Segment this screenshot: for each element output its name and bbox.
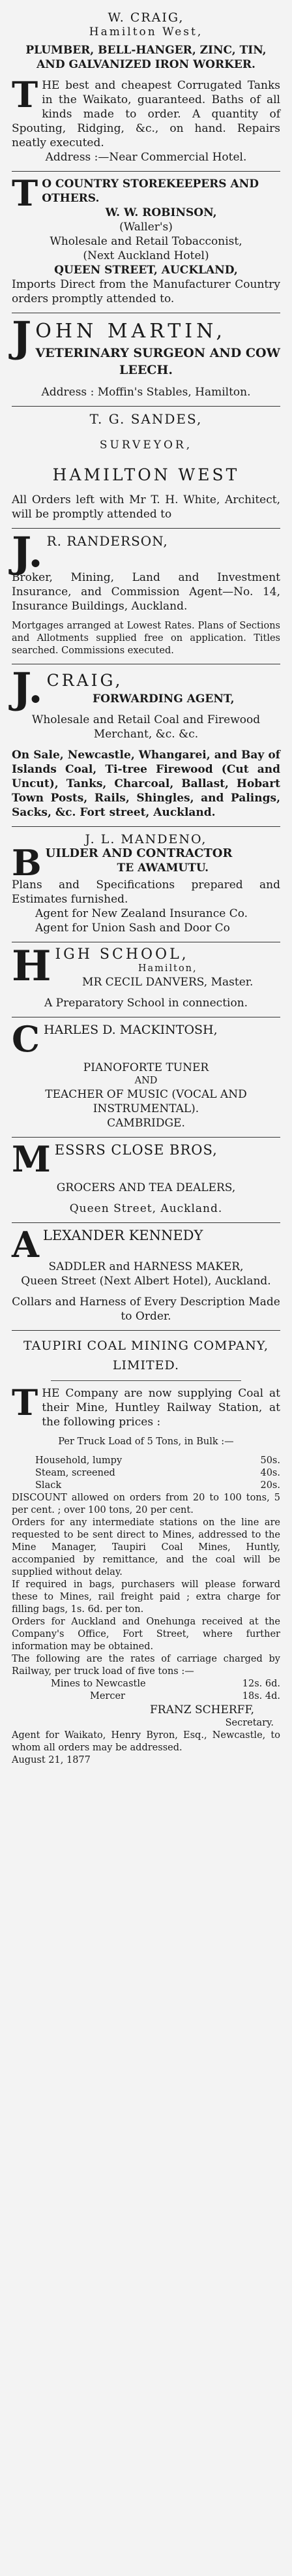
ad-place: CAMBRIDGE.: [107, 1117, 185, 1130]
drop-cap: A: [12, 1224, 39, 1265]
price-item: Steam, screened: [35, 1468, 115, 1478]
price-value: 40s.: [260, 1468, 280, 1478]
rate-list: [12, 1678, 280, 1703]
price-row: [35, 1455, 280, 1467]
ad-per-truck: Per Truck Load of 5 Tons, in Bulk :—: [58, 1436, 234, 1447]
rate-value: 18s. 4d.: [242, 1691, 280, 1701]
ad-body1: Broker, Mining, Land and Investment Insurance, and Commission Agent—No. 14, Insurance Buildings, Auckland.: [12, 571, 280, 613]
ad-body: Collars and Harness of Every Description Made to Order.: [12, 1296, 280, 1323]
ad-sandes: [12, 407, 280, 529]
drop-cap: C: [12, 1018, 40, 1060]
drop-cap: T: [12, 74, 38, 116]
ad-randerson: [12, 529, 280, 664]
drop-cap: H: [12, 942, 51, 991]
ad-agent: Agent for Waikato, Henry Byron, Esq., Newcastle, to whom all orders may be addressed.: [12, 1730, 280, 1753]
ad-address: Queen Street, Auckland.: [69, 1202, 223, 1215]
ad-body: All Orders left with Mr T. H. White, Architect, will be promptly attended to: [12, 493, 280, 521]
ad-title: FORWARDING AGENT,: [93, 692, 235, 706]
drop-cap: T: [12, 1382, 38, 1423]
ad-name: T. G. SANDES,: [89, 411, 203, 427]
ad-aka: (Waller's): [119, 221, 173, 234]
ad-sig-title: Secretary.: [225, 1718, 274, 1728]
ad-and: AND: [134, 1076, 158, 1086]
ad-title: IGH SCHOOL,: [55, 946, 189, 963]
ad-title: VETERINARY SURGEON AND COW LEECH.: [35, 346, 280, 377]
ad-robinson: [12, 172, 280, 313]
ad-place: Hamilton,: [138, 963, 197, 974]
ad-name: R. RANDERSON,: [46, 533, 168, 549]
price-item: Household, lumpy: [35, 1455, 123, 1466]
ad-intro: HE Company are now supplying Coal at their Mine, Huntley Railway Station, at the following prices :: [42, 1387, 280, 1429]
ad-signature: FRANZ SCHERFF,: [150, 1703, 254, 1716]
ad-discount: DISCOUNT allowed on orders from 20 to 100 tons, 5 per cent. ; over 100 tons, 20 per cent.: [12, 1493, 280, 1515]
price-row: [35, 1480, 280, 1492]
ad-body2: Mortgages arranged at Lowest Rates. Plans of Sections and Allotments supplied free on application. Titles searched. Commissions executed.: [12, 621, 280, 656]
ad-taupiri: [12, 1331, 280, 1773]
drop-cap: J.: [12, 528, 43, 577]
ad-body1: Wholesale and Retail Coal and Firewood Merchant, &c. &c.: [31, 713, 261, 741]
advertisement-column: [5, 0, 287, 1773]
ad-name: J. L. MANDENO,: [85, 832, 207, 846]
ad-trades: PLUMBER, BELL-HANGER, ZINC, TIN, AND GALVANIZED IRON WORKER.: [25, 44, 267, 71]
ad-title: TAUPIRI COAL MINING COMPANY, LIMITED.: [23, 1339, 269, 1373]
ad-high-school: [12, 942, 280, 1017]
ad-close-bros: [12, 1138, 280, 1223]
divider: [51, 1380, 241, 1381]
ad-address: Address :—Near Commercial Hotel.: [45, 151, 247, 164]
ad-kennedy: [12, 1223, 280, 1331]
drop-cap: J: [12, 313, 32, 362]
ad-body3: Orders for Auckland and Onehunga received at the Company's Office, Fort Street, where further information may be obtained.: [12, 1617, 280, 1652]
rate-value: 12s. 6d.: [242, 1679, 280, 1689]
ad-title1: PIANOFORTE TUNER: [83, 1061, 209, 1074]
ad-line2: (Next Auckland Hotel): [83, 249, 209, 262]
ad-master: MR CECIL DANVERS, Master.: [82, 976, 254, 989]
ad-craig-plumber: [12, 5, 280, 172]
ad-title: UILDER AND CONTRACTOR: [45, 846, 233, 860]
ad-title2: TEACHER OF MUSIC (VOCAL AND INSTRUMENTAL).: [45, 1088, 247, 1115]
ad-title: SADDLER and HARNESS MAKER,: [48, 1260, 244, 1273]
ad-title: SURVEYOR,: [99, 439, 193, 452]
ad-body2: Agent for New Zealand Insurance Co.: [35, 907, 248, 920]
price-item: Slack: [35, 1480, 62, 1491]
ad-title: GROCERS AND TEA DEALERS,: [56, 1181, 236, 1194]
ad-body: A Preparatory School in connection.: [44, 997, 248, 1010]
ad-mandeno: [12, 827, 280, 942]
ad-body3: Agent for Union Sash and Door Co: [35, 922, 230, 935]
drop-cap: M: [12, 1138, 51, 1180]
ad-name: W. W. ROBINSON,: [105, 206, 217, 219]
price-value: 50s.: [260, 1455, 280, 1466]
ad-name: W. CRAIG,: [108, 10, 184, 25]
ad-name: LEXANDER KENNEDY: [42, 1228, 203, 1243]
ad-body2: On Sale, Newcastle, Whangarei, and Bay of Islands Coal, Ti-tree Firewood (Cut and Uncut), Tanks, Charcoal, Ballast, Hobart Town Posts, Rails, Shingles, and Palings, Sacks, &c. Fort street, Auckland.: [12, 749, 280, 819]
ad-place: TE AWAMUTU.: [117, 861, 209, 875]
ad-body1: Orders for any intermediate stations on the line are requested to be sent direct to Mines, addressed to the Mine Manager, Taupiri Coal Mines, Huntly, accompanied by remittance, and the coal will be supplied without delay.: [12, 1517, 280, 1577]
ad-mackintosh: [12, 1017, 280, 1138]
ad-body4: The following are the rates of carriage charged by Railway, per truck load of five tons :—: [12, 1654, 280, 1677]
price-list: [12, 1455, 280, 1492]
ad-date: August 21, 1877: [12, 1755, 91, 1765]
price-row: [35, 1467, 280, 1480]
ad-name: HARLES D. MACKINTOSH,: [43, 1023, 218, 1037]
ad-name: ESSRS CLOSE BROS,: [54, 1142, 218, 1158]
ad-place: HAMILTON WEST: [52, 465, 240, 484]
rate-row: [51, 1678, 280, 1690]
ad-craig-forwarding: [12, 664, 280, 827]
price-value: 20s.: [260, 1480, 280, 1491]
drop-cap: B: [12, 842, 42, 884]
ad-body: HE best and cheapest Corrugated Tanks in the Waikato, guaranteed. Baths of all kinds made to order. A quantity of Spouting, Ridging, &c., on hand. Repairs neatly executed.: [12, 79, 280, 149]
ad-name: OHN MARTIN,: [35, 320, 226, 343]
ad-address: Queen Street (Next Albert Hotel), Auckland.: [21, 1275, 271, 1288]
ad-body: Imports Direct from the Manufacturer Country orders promptly attended to.: [12, 278, 280, 305]
ad-name: CRAIG,: [46, 671, 123, 690]
ad-martin: [12, 313, 280, 407]
ad-body1: Plans and Specifications prepared and Estimates furnished.: [12, 878, 280, 906]
ad-body2: If required in bags, purchasers will please forward these to Mines, rail freight paid ; extra charge for filling bags, 1s. 6d. per ton.: [12, 1579, 280, 1615]
ad-place: Hamilton West,: [89, 25, 203, 39]
ad-line1: Wholesale and Retail Tobacconist,: [50, 235, 242, 248]
ad-line3: QUEEN STREET, AUCKLAND,: [54, 264, 238, 277]
ad-address: Address : Moffin's Stables, Hamilton.: [41, 386, 251, 399]
rate-label: Mercer: [90, 1691, 125, 1701]
rate-row: [51, 1690, 280, 1703]
drop-cap: J.: [12, 664, 43, 713]
rate-label: Mines to Newcastle: [51, 1679, 146, 1689]
ad-heading: O COUNTRY STOREKEEPERS AND OTHERS.: [42, 178, 259, 205]
drop-cap: T: [12, 172, 38, 214]
